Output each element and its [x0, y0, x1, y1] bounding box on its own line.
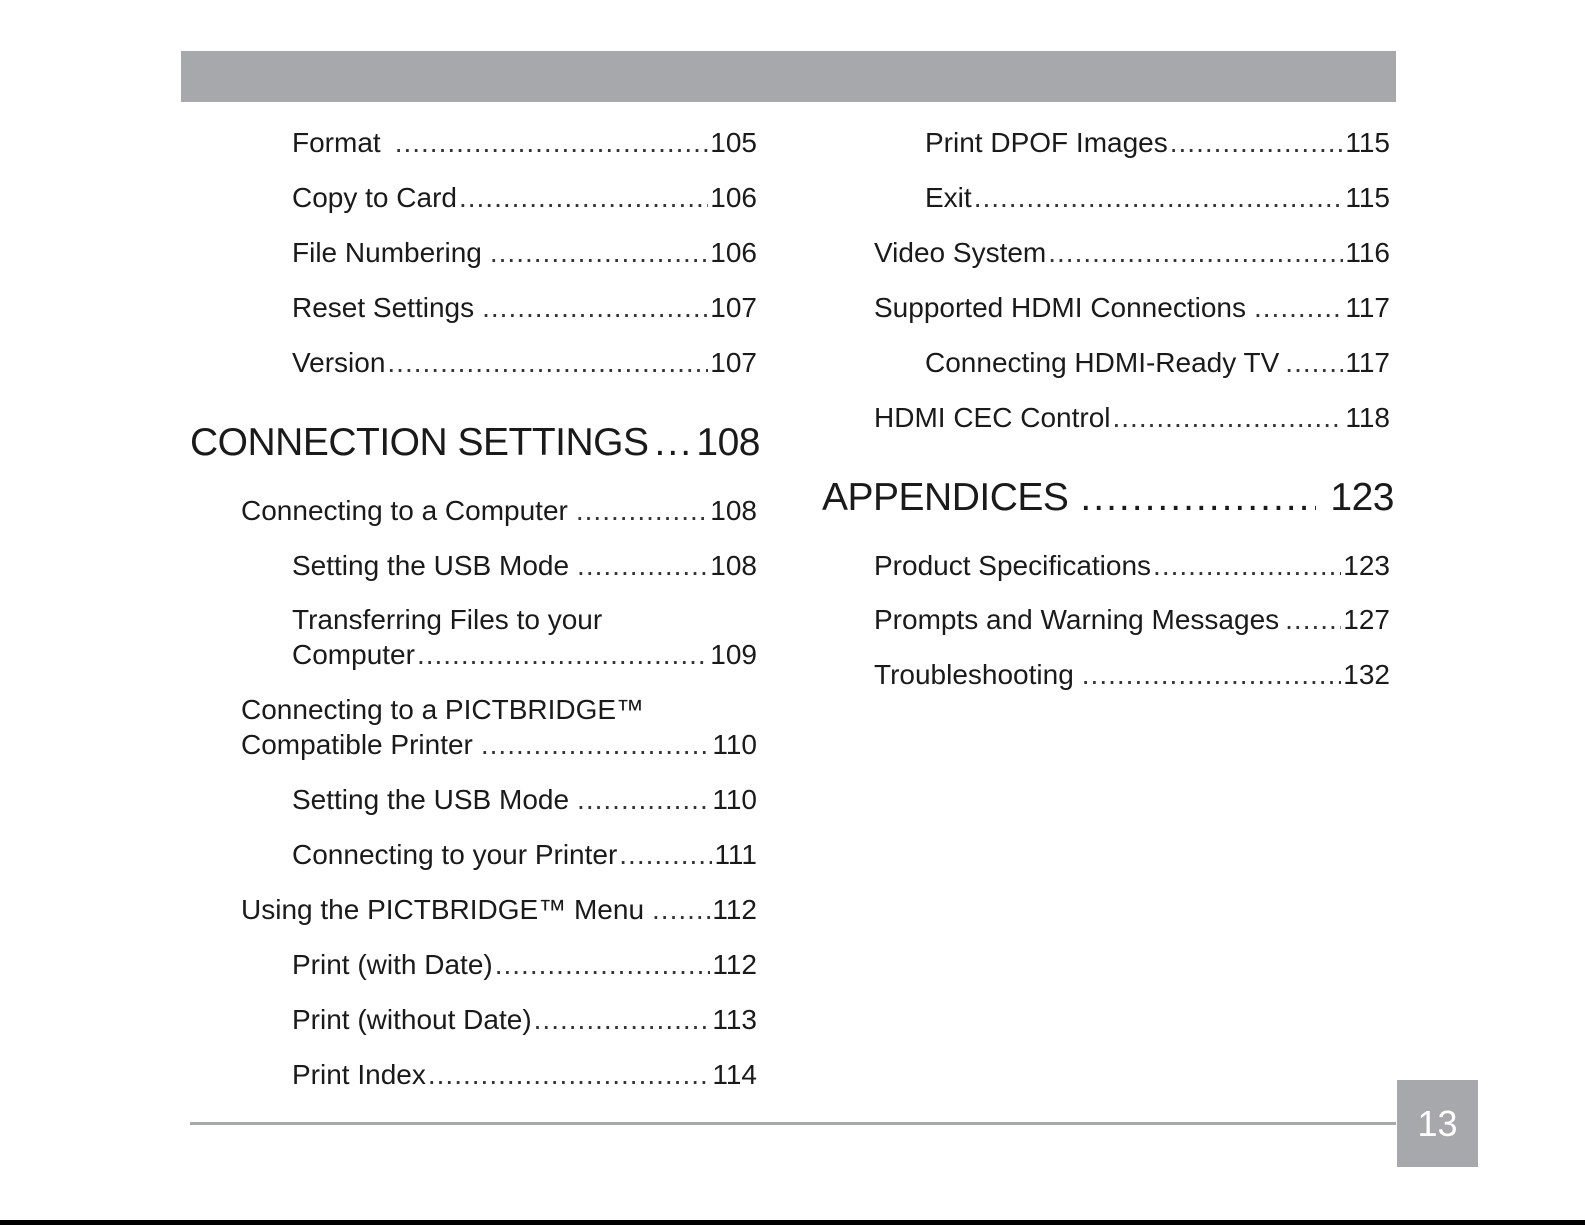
leader-dots — [652, 892, 710, 927]
leader-dots — [1285, 345, 1343, 380]
toc-entry-page: 107 — [710, 292, 757, 323]
toc-entry-transferring-files[interactable] — [292, 637, 757, 672]
leader-dots — [387, 345, 708, 380]
toc-entry-connecting-printer[interactable] — [292, 837, 757, 872]
leader-dots — [459, 180, 708, 215]
toc-entry-page: 117 — [1345, 347, 1390, 378]
toc-entry-hdmi-ready-tv[interactable] — [925, 345, 1390, 380]
toc-entry-page: 117 — [1345, 292, 1390, 323]
toc-entry-troubleshooting[interactable] — [874, 657, 1390, 692]
toc-section-page: 108 — [696, 421, 760, 464]
toc-entry-page: 114 — [712, 1059, 757, 1090]
toc-entry-setting-usb-mode[interactable] — [292, 548, 757, 583]
toc-entry-product-specs[interactable] — [874, 548, 1390, 583]
leader-dots — [495, 947, 711, 982]
page-number-box — [1397, 1080, 1478, 1167]
leader-dots — [1170, 125, 1344, 160]
toc-section-connection-settings[interactable] — [190, 420, 760, 466]
toc-entry-page: 105 — [710, 127, 757, 158]
toc-entry-title: Reset Settings — [292, 292, 475, 323]
toc-entry-print-index[interactable] — [292, 1057, 757, 1092]
toc-section-appendices[interactable] — [822, 475, 1394, 521]
toc-entry-title: Connecting to a Computer — [241, 495, 568, 526]
toc-entry-title: HDMI CEC Control — [874, 402, 1111, 433]
leader-dots — [428, 1057, 711, 1092]
toc-entry-title: Using the PICTBRIDGE™ Menu — [241, 894, 645, 925]
toc-entry-title: Print Index — [292, 1059, 426, 1090]
toc-entry-hdmi-cec[interactable] — [874, 400, 1390, 435]
toc-entry-page: 106 — [710, 182, 757, 213]
leader-dots — [577, 782, 710, 817]
leader-dots — [417, 637, 708, 672]
toc-entry-page: 106 — [710, 237, 757, 268]
toc-entry-page: 108 — [710, 495, 757, 526]
toc-entry-page: 115 — [1345, 127, 1390, 158]
leader-dots — [619, 837, 712, 872]
toc-entry-page: 127 — [1343, 604, 1390, 635]
toc-entry-file-numbering[interactable] — [292, 235, 757, 270]
toc-entry-title: File Numbering — [292, 237, 482, 268]
footer-rule — [190, 1122, 1396, 1125]
toc-section-title: APPENDICES — [822, 476, 1069, 519]
toc-entry-page: 108 — [710, 550, 757, 581]
toc-entry-title: Format — [292, 127, 381, 158]
toc-entry-title: Transferring Files to your — [292, 604, 603, 635]
toc-entry-page: 110 — [712, 729, 757, 760]
toc-entry-title: Supported HDMI Connections — [874, 292, 1246, 323]
leader-dots — [490, 235, 708, 270]
leader-dots — [577, 548, 708, 583]
toc-entry-page: 112 — [712, 894, 757, 925]
toc-entry-page: 112 — [712, 949, 757, 980]
toc-entry-format[interactable] — [292, 125, 757, 160]
toc-entry-title: Connecting to your Printer — [292, 839, 618, 870]
toc-entry-print-without-date[interactable] — [292, 1002, 757, 1037]
toc-entry-page: 118 — [1345, 402, 1390, 433]
toc-entry-page: 111 — [714, 839, 757, 870]
toc-section-page: 123 — [1330, 476, 1394, 519]
leader-dots — [1153, 548, 1341, 583]
toc-entry-page: 132 — [1343, 659, 1390, 690]
toc-entry-page: 116 — [1345, 237, 1390, 268]
toc-entry-pictbridge-printer-line1[interactable] — [241, 692, 757, 727]
leader-dots — [395, 125, 709, 160]
toc-entry-transferring-files-line1[interactable] — [292, 602, 757, 637]
toc-entry-pictbridge-menu[interactable] — [241, 892, 757, 927]
toc-entry-hdmi-connections[interactable] — [874, 290, 1390, 325]
toc-entry-print-dpof[interactable] — [925, 125, 1390, 160]
leader-dots — [1080, 475, 1316, 521]
leader-dots — [576, 493, 708, 528]
leader-dots — [1254, 290, 1343, 325]
toc-entry-copy-to-card[interactable] — [292, 180, 757, 215]
toc-entry-title: Product Specifications — [874, 550, 1152, 581]
toc-entry-page: 113 — [712, 1004, 757, 1035]
toc-entry-title: Connecting to a PICTBRIDGE™ — [241, 694, 645, 725]
toc-entry-title: Connecting HDMI-Ready TV — [925, 347, 1280, 378]
toc-entry-title: Troubleshooting — [874, 659, 1074, 690]
header-bar — [181, 51, 1396, 102]
toc-entry-title: Video System — [874, 237, 1047, 268]
leader-dots — [482, 290, 708, 325]
toc-entry-print-with-date[interactable] — [292, 947, 757, 982]
leader-dots — [481, 727, 710, 762]
toc-section-title: CONNECTION SETTINGS — [190, 421, 649, 464]
leader-dots — [534, 1002, 711, 1037]
toc-entry-page: 123 — [1343, 550, 1390, 581]
toc-entry-prompts-warnings[interactable] — [874, 602, 1390, 637]
toc-entry-title: Version — [292, 347, 386, 378]
toc-entry-title: Print (without Date) — [292, 1004, 532, 1035]
toc-entry-title: Print (with Date) — [292, 949, 493, 980]
toc-entry-title: Exit — [925, 182, 972, 213]
toc-entry-video-system[interactable] — [874, 235, 1390, 270]
leader-dots — [1112, 400, 1343, 435]
leader-dots — [1082, 657, 1342, 692]
page-number: 13 — [1417, 1102, 1458, 1144]
leader-dots — [655, 420, 691, 466]
leader-dots — [974, 180, 1344, 215]
bottom-edge — [0, 1220, 1585, 1225]
toc-entry-pictbridge-printer[interactable] — [241, 727, 757, 762]
toc-entry-page: 107 — [710, 347, 757, 378]
toc-entry-page: 110 — [712, 784, 757, 815]
toc-entry-version[interactable] — [292, 345, 757, 380]
toc-entry-title: Print DPOF Images — [925, 127, 1168, 158]
toc-entry-title: Setting the USB Mode — [292, 784, 570, 815]
leader-dots — [1285, 602, 1341, 637]
toc-entry-exit[interactable] — [925, 180, 1390, 215]
toc-entry-page: 109 — [710, 639, 757, 670]
toc-entry-title: Compatible Printer — [241, 729, 473, 760]
toc-entry-title: Setting the USB Mode — [292, 550, 570, 581]
toc-entry-connecting-to-computer[interactable] — [241, 493, 757, 528]
leader-dots — [1048, 235, 1343, 270]
toc-entry-page: 115 — [1345, 182, 1390, 213]
toc-entry-title: Copy to Card — [292, 182, 457, 213]
toc-entry-title: Prompts and Warning Messages — [874, 604, 1280, 635]
toc-entry-setting-usb-mode-2[interactable] — [292, 782, 757, 817]
toc-entry-title: Computer — [292, 639, 415, 670]
toc-entry-reset-settings[interactable] — [292, 290, 757, 325]
